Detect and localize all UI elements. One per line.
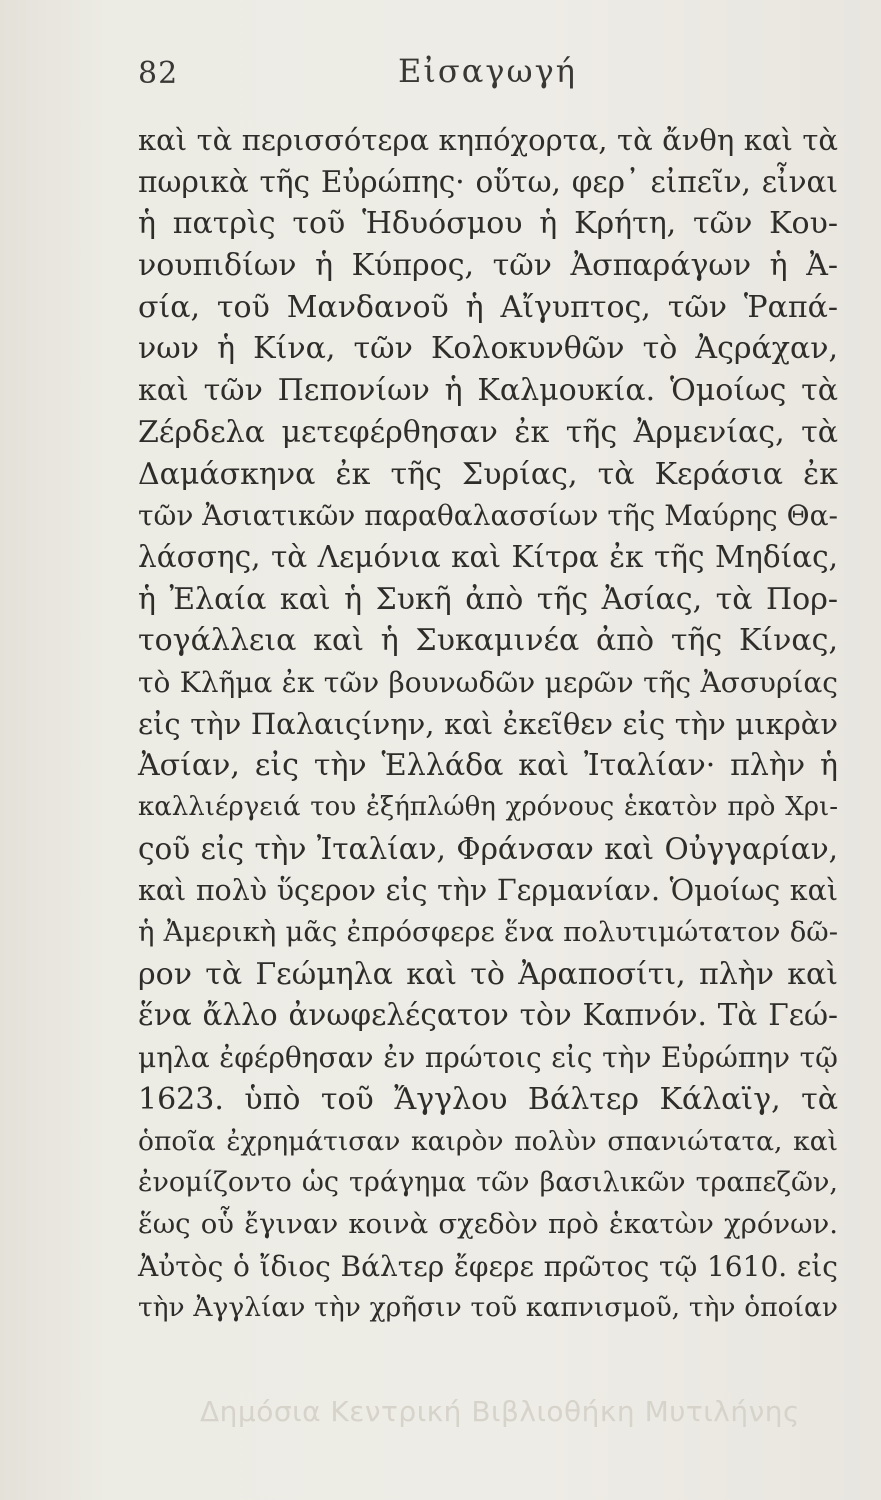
- text-line: τῶν Ἀσιατικῶν παραθαλασσίων τῆς Μαύρης Θα-: [138, 499, 838, 533]
- text-line: τὴν Ἀγγλίαν τὴν χρῆσιν τοῦ καπνισμοῦ, τὴν ὁποίαν: [138, 1292, 838, 1324]
- text-line: καλλιέργειά του ἐξήπλώθη χρόνους ἑκατὸν πρὸ Χρι-: [138, 792, 838, 822]
- text-line: Δαμάσκηνα ἐκ τῆς Συρίας, τὰ Κεράσια ἐκ: [138, 456, 838, 492]
- text-line: 1623. ὑπὸ τοῦ Ἄγγλου Βάλτερ Κάλαϊγ, τὰ: [138, 1081, 838, 1117]
- text-line: ἡ πατρὶς τοῦ Ἡδυόσμου ἡ Κρήτη, τῶν Κου-: [138, 206, 838, 242]
- text-line: ρον τὰ Γεώμηλα καὶ τὸ Ἀραποσίτι, πλὴν καὶ: [138, 956, 838, 992]
- text-line: ἕως οὗ ἔγιναν κοινὰ σχεδὸν πρὸ ἑκατὼν χρόνων.: [138, 1207, 838, 1240]
- text-line: νων ἡ Κίνα, τῶν Κολοκυνθῶν τὸ Ἀςράχαν,: [138, 331, 838, 367]
- text-line: νουπιδίων ἡ Κύπρος, τῶν Ἀσπαράγων ἡ Ἀ-: [138, 248, 838, 284]
- text-line: καὶ τὰ περισσότερα κηπόχορτα, τὰ ἄνθη καὶ τὰ: [138, 123, 838, 157]
- text-line: ἕνα ἄλλο ἀνωφελέςατον τὸν Καπνόν. Τὰ Γεώ-: [138, 998, 838, 1033]
- text-line: καὶ τῶν Πεπονίων ἡ Καλμουκία. Ὁμοίως τὰ: [138, 373, 838, 409]
- text-line: ἐνομίζοντο ὡς τράγημα τῶν βασιλικῶν τραπεζῶν,: [138, 1167, 838, 1199]
- text-line: ἡ Ἐλαία καὶ ἡ Συκῆ ἀπὸ τῆς Ἀσίας, τὰ Πορ-: [138, 581, 838, 617]
- text-line: τογάλλεια καὶ ἡ Συκαμινέα ἀπὸ τῆς Κίνας,: [138, 623, 838, 659]
- running-title: Εἰσαγωγή: [398, 52, 577, 90]
- text-line: ὁποῖα ἐχρημάτισαν καιρὸν πολὺν σπανιώτατα, καὶ: [138, 1125, 838, 1157]
- page-number: 82: [138, 56, 179, 91]
- text-line: Ἀσίαν, εἰς τὴν Ἑλλάδα καὶ Ἰταλίαν· πλὴν ἡ: [138, 748, 838, 784]
- text-line: καὶ πολὺ ὕςερον εἰς τὴν Γερμανίαν. Ὁμοίως καὶ: [138, 874, 838, 908]
- body-text: [138, 120, 838, 1329]
- text-line: εἰς τὴν Παλαιςίνην, καὶ ἐκεῖθεν εἰς τὴν μικρὰν: [138, 706, 838, 741]
- text-line: Ἀὐτὸς ὁ ἴδιος Βάλτερ ἔφερε πρῶτος τῷ 1610. εἰς: [138, 1249, 838, 1283]
- text-line: λάσσης, τὰ Λεμόνια καὶ Κίτρα ἐκ τῆς Μηδίας,: [138, 539, 838, 574]
- text-line: μηλα ἐφέρθησαν ἐν πρώτοις εἰς τὴν Εὐρώπην τῷ: [138, 1041, 838, 1075]
- text-line: ἡ Ἀμερικὴ μᾶς ἐπρόσφερε ἕνα πολυτιμώτατον δῶ-: [138, 916, 838, 949]
- text-line: σία, τοῦ Μανδανοῦ ἡ Αἴγυπτος, τῶν Ῥαπά-: [138, 289, 838, 325]
- text-line: πωρικὰ τῆς Εὐρώπης· οὕτω, φερ᾽ εἰπεῖν, εἶναι: [138, 164, 838, 199]
- text-line: Ζέρδελα μετεφέρθησαν ἐκ τῆς Ἀρμενίας, τὰ: [138, 414, 838, 450]
- page-header: [138, 52, 838, 98]
- text-line: ςοῦ εἰς τὴν Ἰταλίαν, Φράνσαν καὶ Οὐγγαρίαν,: [138, 831, 838, 866]
- library-watermark: Δημόσια Κεντρική Βιβλιοθήκη Μυτιλήνης: [200, 1395, 800, 1428]
- text-line: τὸ Κλῆμα ἐκ τῶν βουνωδῶν μερῶν τῆς Ἀσσυρίας: [138, 665, 838, 699]
